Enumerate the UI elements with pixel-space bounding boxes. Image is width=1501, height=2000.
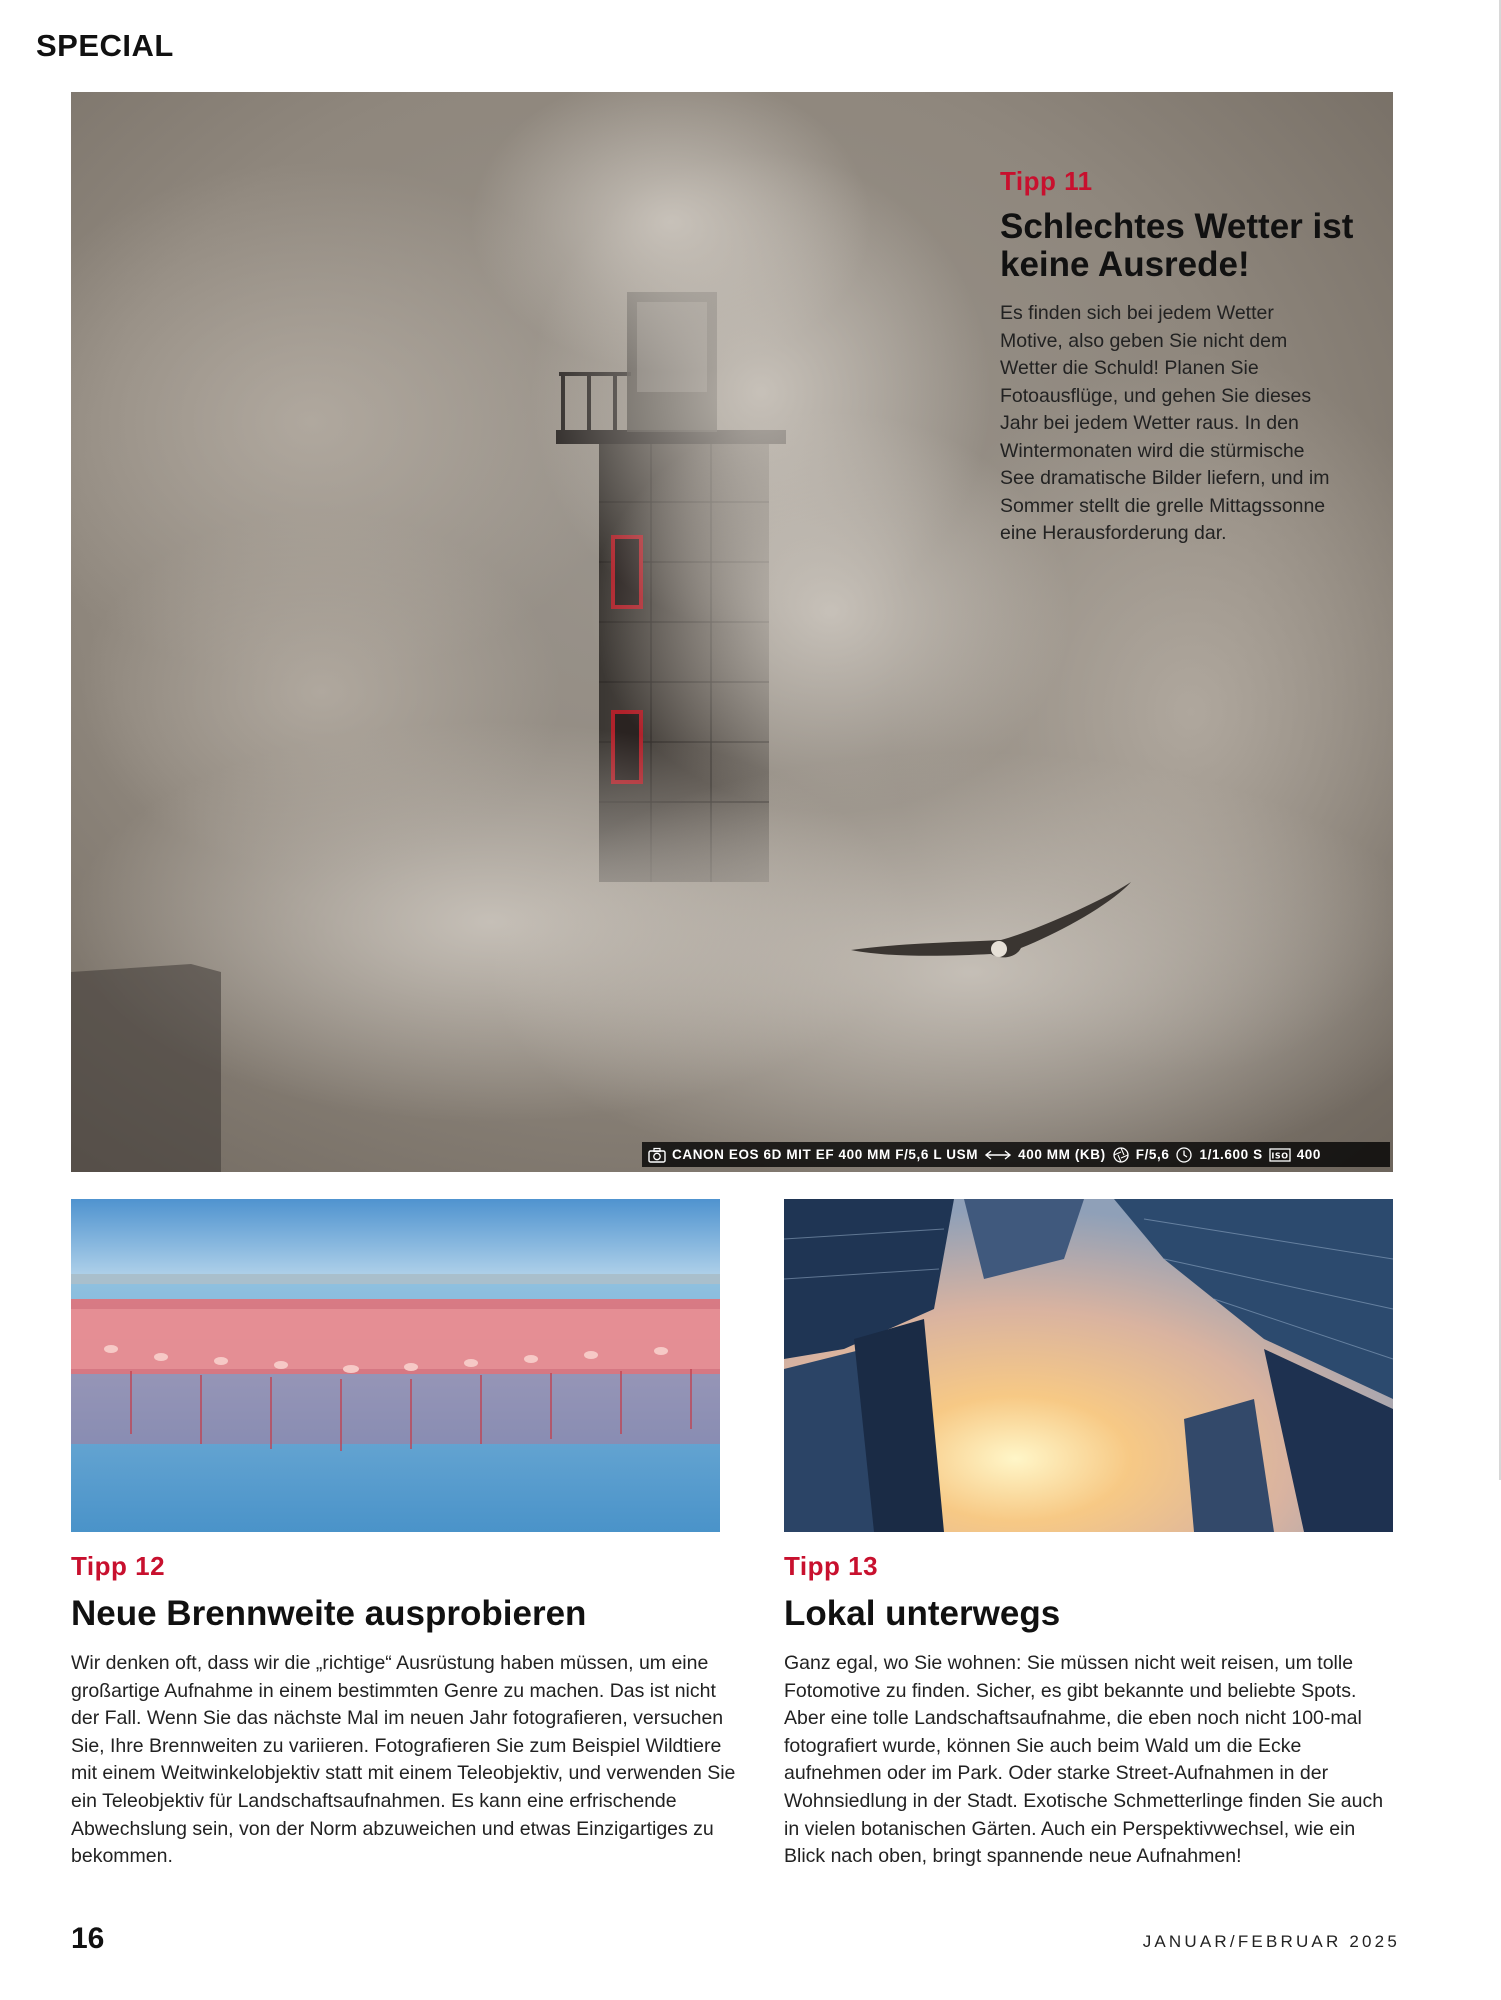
iso-icon — [1269, 1147, 1291, 1163]
exif-focal-length: 400 MM (KB) — [1018, 1147, 1106, 1162]
tip-13-body: Ganz egal, wo Sie wohnen: Sie müssen nicht weit reisen, um tolle Fotomotive zu finden. Sicher, es gibt bekannte und beliebte Spots. Aber eine tolle Landschaftsaufnahme, die eben noch nicht 100-mal fotografiert wurde, können Sie auch beim Wald um die Ecke aufnehmen oder im Park. Oder starke Street-Aufnahmen in der Wohnsiedlung in der Stadt. Exotische Schmetterlinge finden Sie auch in vielen botanischen Gärten. Auch ein Perspektivwechsel, wie ein Blick nach oben, bringt spannende neue Aufnahmen! — [784, 1652, 1384, 1868]
tip-13-title: Lokal unterwegs — [784, 1594, 1061, 1633]
exif-caption-bar — [642, 1142, 1390, 1167]
aperture-icon — [1112, 1147, 1130, 1163]
tip-12-label: Tipp 12 — [71, 1551, 166, 1581]
tip-13-label: Tipp 13 — [784, 1551, 879, 1581]
camera-icon — [648, 1147, 666, 1163]
exif-iso: 400 — [1296, 1147, 1322, 1162]
tip-12-title: Neue Brennweite ausprobieren — [71, 1594, 587, 1633]
tip-11-label: Tipp 11 — [1000, 166, 1093, 196]
skyscrapers-photo — [784, 1199, 1393, 1532]
shutter-clock-icon — [1175, 1147, 1193, 1163]
exif-shutter: 1/1.600 S — [1199, 1147, 1263, 1162]
flamingos-photo — [71, 1199, 720, 1532]
exif-camera: CANON EOS 6D MIT EF 400 MM F/5,6 L USM — [672, 1147, 979, 1162]
section-label: SPECIAL — [36, 28, 174, 63]
exif-aperture: F/5,6 — [1135, 1147, 1170, 1162]
page-number: 16 — [71, 1922, 105, 1955]
focal-length-arrow-icon — [984, 1147, 1012, 1163]
tip-11-body: Es finden sich bei jedem Wetter Motive, also geben Sie nicht dem Wetter die Schuld! Planen Sie Fotoausflüge, und gehen Sie dieses Jahr bei jedem Wetter raus. In den Wintermonaten wird die stürmische See dramatische Bilder liefern, und im Sommer stellt die grelle Mittagssonne eine Herausforderung dar. — [1000, 302, 1330, 544]
issue-date: JANUAR/FEBRUAR 2025 — [1142, 1932, 1400, 1951]
svg-text:ISO: ISO — [1271, 1151, 1289, 1160]
tip-12-body: Wir denken oft, dass wir die „richtige“ Ausrüstung haben müssen, um eine großartige Aufnahme in einem bestimmten Genre zu machen. Das ist nicht der Fall. Wenn Sie das nächste Mal im neuen Jahr fotografieren, versuchen Sie, Ihre Brennweiten zu variieren. Fotografieren Sie zum Beispiel Wildtiere mit einem Weitwinkelobjektiv statt mit einem Teleobjektiv, und verwenden Sie ein Teleobjektiv für Landschaftsaufnahmen. Es kann eine erfrischende Abwechslung sein, von der Norm abzuweichen und etwas Einzigartiges zu bekommen. — [71, 1652, 736, 1868]
tip-11-title: Schlechtes Wetter ist keine Ausrede! — [1000, 207, 1354, 284]
